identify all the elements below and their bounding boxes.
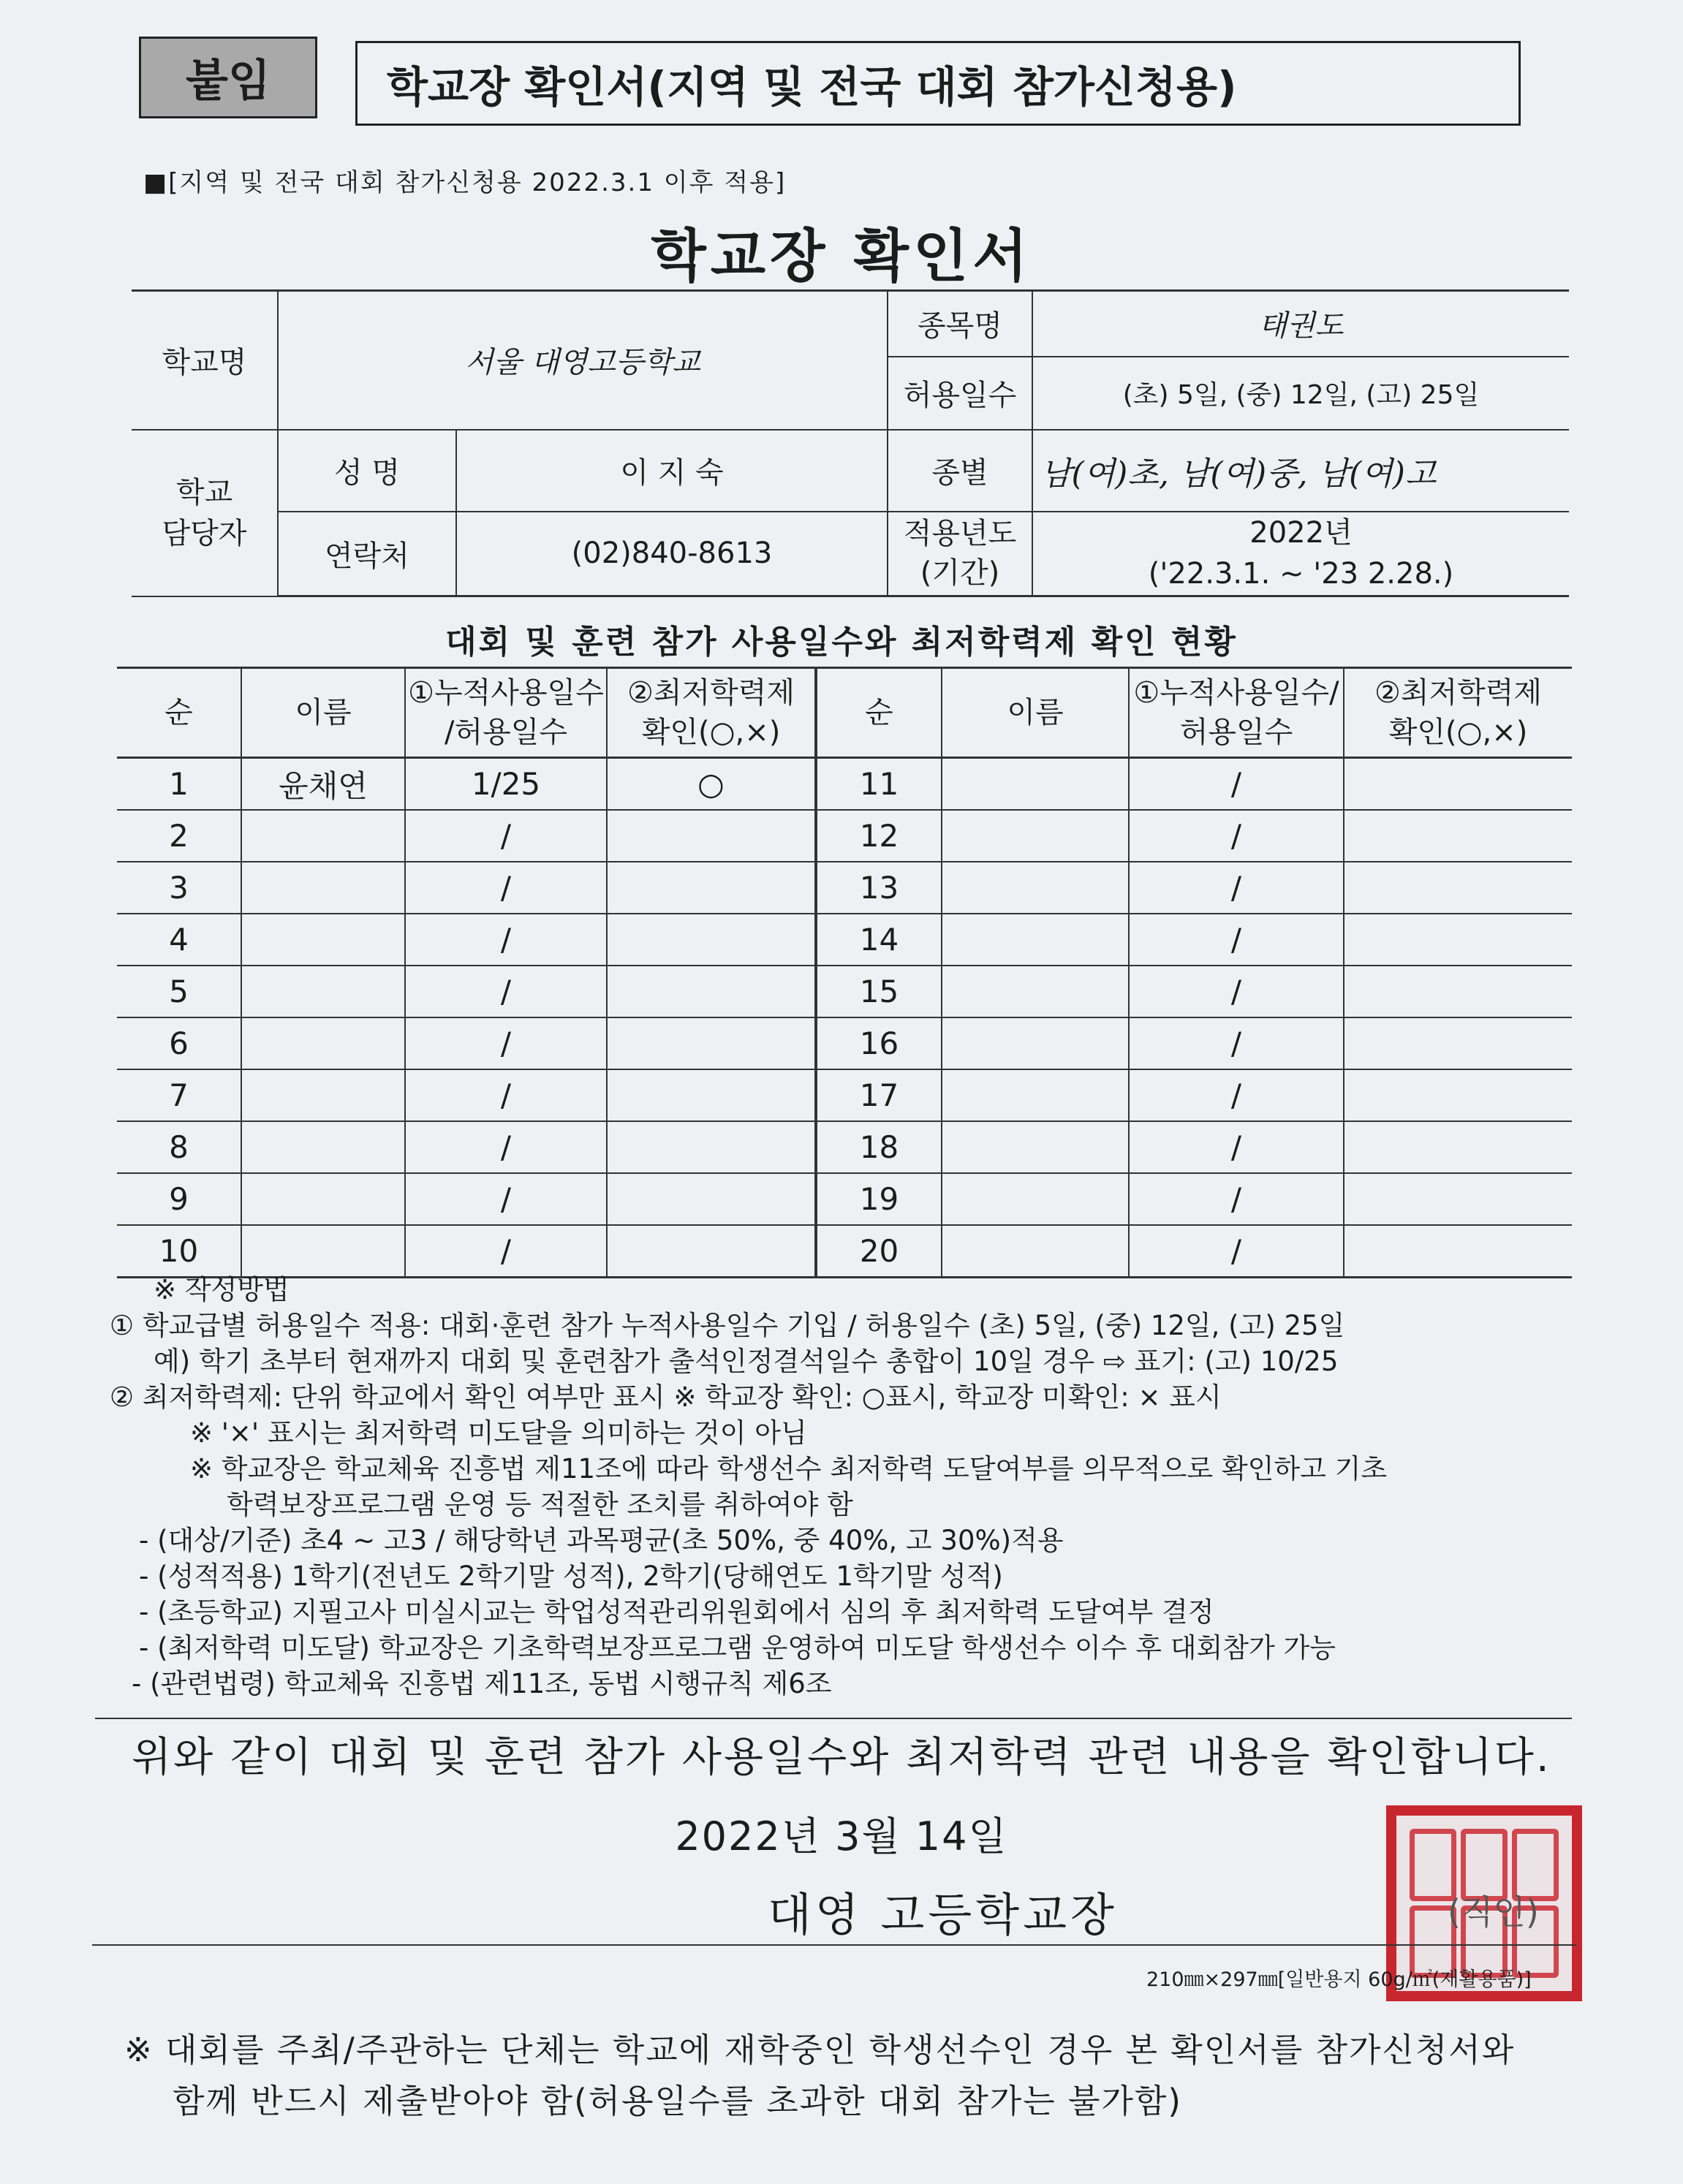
header-used-days-2: ①누적사용일수/ 허용일수: [1129, 668, 1344, 758]
cell-used: /: [405, 1225, 607, 1278]
year-value: 2022년: [1249, 516, 1353, 550]
header-no-2: 순: [816, 668, 942, 758]
cell-no2: 14: [816, 914, 942, 966]
header-name: 이름: [241, 668, 405, 758]
cell-name: [241, 1173, 405, 1225]
issue-date: 2022년 3월 14일: [675, 1813, 1008, 1859]
cell-used2: /: [1129, 1225, 1344, 1278]
cell-name: [241, 1069, 405, 1121]
cell-name2: [942, 966, 1129, 1017]
cell-no: 1: [117, 758, 241, 811]
cell-name: [241, 914, 405, 966]
table-row: [117, 1017, 1572, 1069]
instruction-item: ① 학교급별 허용일수 적용: 대회·훈련 참가 누적사용일수 기입 / 허용일수 (초) 5일, (중) 12일, (고) 25일: [110, 1310, 1345, 1341]
gender-label: 종별: [888, 430, 1032, 512]
cell-check: [607, 1017, 816, 1069]
cell-name: [241, 1017, 405, 1069]
cell-used2: /: [1129, 758, 1344, 811]
cell-no: 4: [117, 914, 241, 966]
signer-title: 대영 고등학교장: [768, 1888, 1118, 1941]
cell-no2: 13: [816, 862, 942, 914]
sport-label: 종목명: [888, 291, 1032, 357]
cell-check: [607, 1069, 816, 1121]
cell-check: [607, 810, 816, 862]
cell-name: [241, 1225, 405, 1278]
cell-no: 3: [117, 862, 241, 914]
cell-name: [241, 1121, 405, 1173]
cell-no2: 12: [816, 810, 942, 862]
cell-check2: [1344, 810, 1572, 862]
cell-check2: [1344, 914, 1572, 966]
attachment-badge: 붙임: [139, 37, 317, 118]
instruction-item: ※ '×' 표시는 최저학력 미도달을 의미하는 것이 아님: [190, 1417, 807, 1449]
cell-check: [607, 1225, 816, 1278]
instruction-item: 예) 학기 초부터 현재까지 대회 및 훈련참가 출석인정결석일수 총합이 10일 경우 ⇨ 표기: (고) 10/25: [154, 1346, 1339, 1377]
cell-name2: [942, 1225, 1129, 1278]
header-no: 순: [117, 668, 241, 758]
table-header-row: [117, 668, 1572, 758]
cell-name: [241, 966, 405, 1017]
cell-check: [607, 1121, 816, 1173]
cell-check2: [1344, 966, 1572, 1017]
cell-name2: [942, 758, 1129, 811]
cell-no: 10: [117, 1225, 241, 1278]
cell-no2: 20: [816, 1225, 942, 1278]
cell-no2: 18: [816, 1121, 942, 1173]
cell-check2: [1344, 1173, 1572, 1225]
footer-line: 함께 반드시 제출받아야 함(허용일수를 초과한 대회 참가는 불가함): [173, 2082, 1182, 2120]
cell-check: [607, 862, 816, 914]
school-name-value: 서울 대영고등학교: [278, 291, 888, 430]
header-name-2: 이름: [942, 668, 1129, 758]
header-check-2: ②최저학력제 확인(○,×): [1344, 668, 1572, 758]
cell-no: 5: [117, 966, 241, 1017]
cell-no2: 11: [816, 758, 942, 811]
cell-check: [607, 914, 816, 966]
name-label: 성 명: [278, 430, 456, 512]
paper-spec: 210㎜×297㎜[일반용지 60g/㎡(재활용품)]: [1146, 1968, 1532, 1991]
year-cell: [1032, 512, 1569, 596]
cell-name2: [942, 1121, 1129, 1173]
name-value: 이 지 숙: [456, 430, 888, 512]
info-table: [132, 289, 1569, 597]
divider: [95, 1718, 1572, 1719]
cell-name2: [942, 862, 1129, 914]
cell-used: /: [405, 1017, 607, 1069]
instruction-item: - (대상/기준) 초4 ~ 고3 / 해당학년 과목평균(초 50%, 중 40%, 고 30%)적용: [139, 1525, 1064, 1556]
sport-value: 태권도: [1032, 291, 1569, 357]
footer-note: [124, 2025, 1515, 2127]
cell-used: 1/25: [405, 758, 607, 811]
cell-used: /: [405, 914, 607, 966]
table-row: [117, 1173, 1572, 1225]
cell-used: /: [405, 862, 607, 914]
cell-check2: [1344, 1069, 1572, 1121]
instructions-heading: ※ 작성방법: [154, 1274, 290, 1305]
instruction-item: ② 최저학력제: 단위 학교에서 확인 여부만 표시 ※ 학교장 확인: ○표시, 학교장 미확인: × 표시: [110, 1381, 1222, 1413]
table-row: [117, 1225, 1572, 1278]
cell-used: /: [405, 810, 607, 862]
cell-check2: [1344, 1121, 1572, 1173]
school-name-label: 학교명: [132, 291, 278, 430]
cell-name: 윤채연: [241, 758, 405, 811]
main-title: 학교장 확인서: [651, 224, 1032, 289]
instruction-item: - (초등학교) 지필고사 미실시교는 학업성적관리위원회에서 심의 후 최저학력 도달여부 결정: [139, 1596, 1214, 1628]
allowed-days-label: 허용일수: [888, 357, 1032, 430]
cell-no2: 15: [816, 966, 942, 1017]
divider: [92, 1944, 1576, 1946]
cell-name2: [942, 1017, 1129, 1069]
header-check: ②최저학력제 확인(○,×): [607, 668, 816, 758]
instructions: [110, 1272, 1572, 1702]
table-row: [117, 862, 1572, 914]
cell-check2: [1344, 862, 1572, 914]
participation-table: [117, 667, 1572, 1278]
cell-no: 9: [117, 1173, 241, 1225]
cell-no2: 17: [816, 1069, 942, 1121]
table-row: [117, 914, 1572, 966]
cell-used: /: [405, 966, 607, 1017]
manager-label: 학교 담당자: [132, 430, 278, 596]
instruction-item: - (성적적용) 1학기(전년도 2학기말 성적), 2학기(당해연도 1학기말 성적): [139, 1561, 1003, 1592]
instruction-item: - (최저학력 미도달) 학교장은 기초학력보장프로그램 운영하여 미도달 학생선수 이수 후 대회참가 가능: [139, 1632, 1336, 1664]
cell-no2: 16: [816, 1017, 942, 1069]
contact-label: 연락처: [278, 512, 456, 596]
cell-used: /: [405, 1173, 607, 1225]
contact-value: (02)840-8613: [456, 512, 888, 596]
table-row: [117, 810, 1572, 862]
cell-no: 2: [117, 810, 241, 862]
cell-no: 7: [117, 1069, 241, 1121]
cell-check: ○: [607, 758, 816, 811]
cell-used2: /: [1129, 1121, 1344, 1173]
cell-no2: 19: [816, 1173, 942, 1225]
cell-name: [241, 862, 405, 914]
cell-used2: /: [1129, 1017, 1344, 1069]
allowed-days-value: (초) 5일, (중) 12일, (고) 25일: [1032, 357, 1569, 430]
cell-used2: /: [1129, 862, 1344, 914]
footer-line: ※ 대회를 주최/주관하는 단체는 학교에 재학중인 학생선수인 경우 본 확인서를 참가신청서와: [124, 2031, 1516, 2069]
year-label: 적용년도 (기간): [888, 512, 1032, 596]
instruction-item: ※ 학교장은 학교체육 진흥법 제11조에 따라 학생선수 최저학력 도달여부를 의무적으로 확인하고 기초: [190, 1453, 1388, 1485]
instruction-item: - (관련법령) 학교체육 진흥법 제11조, 동법 시행규칙 제6조: [132, 1668, 832, 1699]
table-body: [117, 758, 1572, 1278]
cell-name2: [942, 1173, 1129, 1225]
confirmation-text: 위와 같이 대회 및 훈련 참가 사용일수와 최저학력 관련 내용을 확인합니다.: [132, 1734, 1551, 1781]
header-used-days: ①누적사용일수 /허용일수: [405, 668, 607, 758]
cell-used2: /: [1129, 966, 1344, 1017]
cell-no: 6: [117, 1017, 241, 1069]
cell-used2: /: [1129, 810, 1344, 862]
cell-name2: [942, 810, 1129, 862]
application-note: ■[지역 및 전국 대회 참가신청용 2022.3.1 이후 적용]: [143, 168, 787, 197]
instruction-item: 학력보장프로그램 운영 등 적절한 조치를 취하여야 함: [227, 1489, 853, 1520]
form-title-box: 학교장 확인서(지역 및 전국 대회 참가신청용): [355, 41, 1521, 126]
cell-used: /: [405, 1069, 607, 1121]
cell-no: 8: [117, 1121, 241, 1173]
table-row: [117, 966, 1572, 1017]
cell-used2: /: [1129, 914, 1344, 966]
period-value: ('22.3.1. ~ '23 2.28.): [1148, 557, 1454, 591]
table-row: [117, 758, 1572, 811]
cell-check2: [1344, 1017, 1572, 1069]
cell-check2: [1344, 1225, 1572, 1278]
stamp-label: (직인): [1448, 1892, 1539, 1932]
status-section-title: 대회 및 훈련 참가 사용일수와 최저학력제 확인 현황: [445, 623, 1238, 661]
table-row: [117, 1121, 1572, 1173]
cell-used2: /: [1129, 1173, 1344, 1225]
cell-used: /: [405, 1121, 607, 1173]
cell-check2: [1344, 758, 1572, 811]
cell-check: [607, 1173, 816, 1225]
cell-name2: [942, 914, 1129, 966]
cell-name2: [942, 1069, 1129, 1121]
table-row: [117, 1069, 1572, 1121]
cell-name: [241, 810, 405, 862]
gender-value: 남(여)초, 남(여)중, 남(여)고: [1032, 430, 1569, 512]
cell-check: [607, 966, 816, 1017]
cell-used2: /: [1129, 1069, 1344, 1121]
